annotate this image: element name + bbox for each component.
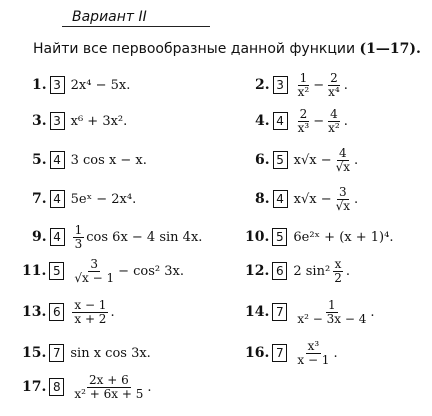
problem-13 [22,299,115,325]
denominator: x² [328,120,340,135]
problem-expression [293,299,374,326]
difficulty-badge: 4 [50,151,65,169]
problem-17 [22,374,151,400]
period: . [354,191,359,207]
problem-number: 15. [22,345,47,361]
problem-2 [255,72,348,98]
problem-expression: sin x cos 3x. [70,345,151,361]
expression-tail: − cos² 3x. [118,263,184,279]
problem-15 [22,340,151,366]
difficulty-badge: 3 [50,112,65,130]
expression-head: x√x − [293,152,332,168]
problem-number: 9. [32,229,47,245]
problem-number: 2. [255,77,270,93]
problem-expression [294,72,348,99]
variant-header [62,6,210,27]
difficulty-badge: 3 [273,76,288,94]
problem-expression: 3 cos x − x. [70,152,147,168]
fraction [296,72,312,99]
denominator: x² + 6x + 5 [74,386,144,401]
problem-number: 1. [32,77,47,93]
difficulty-badge: 6 [272,262,287,280]
expression-head: 2 sin² [293,263,331,279]
numerator: 1 [74,222,83,237]
denominator: x + 2 [74,311,107,326]
problem-number: 11. [22,263,47,279]
problem-7 [32,186,136,212]
denominator: 2 [334,270,342,285]
problem-number: 10. [245,229,270,245]
fraction [295,340,331,367]
instruction-text: Найти все первообразные данной функции [33,41,356,57]
problem-1 [32,72,130,98]
difficulty-badge: 8 [49,378,64,396]
period: . [343,77,348,93]
problem-expression [294,108,348,135]
variant-title: Вариант II [72,9,147,25]
problem-expression [293,340,337,367]
operator: − [313,113,325,129]
problem-10 [245,224,393,250]
difficulty-badge: 4 [273,112,288,130]
problem-expression: x⁶ + 3x². [70,113,128,129]
numerator: x [334,256,342,271]
difficulty-badge: 5 [273,151,288,169]
problem-number: 8. [255,191,270,207]
problem-expression [294,186,359,213]
problem-expression: 2x⁴ − 5x. [70,77,131,93]
fraction [73,224,85,251]
fraction [326,72,342,99]
numerator: 2x + 6 [88,372,129,387]
difficulty-badge: 4 [50,228,65,246]
problem-number: 14. [245,304,270,320]
problem-number: 5. [32,152,47,168]
problem-number: 3. [32,113,47,129]
problem-number: 17. [22,379,47,395]
difficulty-badge: 7 [272,303,287,321]
numerator: 4 [330,106,338,121]
denominator: √x − 1 [74,270,115,285]
difficulty-badge: 4 [50,190,65,208]
numerator: 3 [339,184,347,199]
problem-14 [245,299,374,325]
denominator: x² − 3x − 4 [297,311,367,326]
expression-head: x√x − [293,191,332,207]
numerator: 2 [299,106,308,121]
expression-tail: cos 6x − 4 sin 4x. [86,229,203,245]
fraction [334,147,352,174]
numerator: 4 [339,145,347,160]
problem-8 [255,186,358,212]
problem-expression [294,147,359,174]
period: . [147,379,152,395]
denominator: √x [335,159,351,174]
problem-expression [70,299,114,326]
problem-number: 6. [255,152,270,168]
period: . [370,304,375,320]
problem-expression [70,374,151,401]
denominator: √x [335,198,351,213]
problem-number: 4. [255,113,270,129]
difficulty-badge: 3 [50,76,65,94]
problem-5 [32,147,147,173]
problem-9 [32,224,202,250]
fraction [326,108,342,135]
problem-11 [22,258,184,284]
problem-number: 12. [245,263,270,279]
problem-expression: 5eˣ − 2x⁴. [70,191,137,207]
problem-expression [70,258,184,285]
problem-number: 7. [32,191,47,207]
fraction [72,258,116,285]
denominator: x⁴ [328,84,340,99]
fraction [72,299,108,326]
problem-expression [293,258,350,285]
fraction [334,186,352,213]
problem-expression [71,224,203,251]
problem-3 [32,108,127,134]
numerator: x³ [307,338,320,353]
problem-6 [255,147,358,173]
instruction-line [33,41,421,57]
denominator: x³ [297,120,310,135]
period: . [343,113,348,129]
denominator: 3 [74,236,83,251]
operator: − [313,77,325,93]
difficulty-badge: 5 [49,262,64,280]
numerator: 2 [330,70,338,85]
difficulty-badge: 6 [49,303,64,321]
period: . [110,304,115,320]
problem-4 [255,108,348,134]
difficulty-badge: 5 [272,228,287,246]
problem-16 [245,340,338,366]
problem-number: 13. [22,304,47,320]
period: . [333,345,338,361]
denominator: x − 1 [297,352,330,367]
problem-expression: 6e²ˣ + (x + 1)⁴. [293,229,394,245]
problem-12 [245,258,350,284]
fraction [332,258,344,285]
numerator: x − 1 [74,297,107,312]
fraction [295,299,368,326]
fraction [72,374,145,401]
difficulty-badge: 7 [49,344,64,362]
difficulty-badge: 7 [272,344,287,362]
difficulty-badge: 4 [273,190,288,208]
numerator: 1 [299,70,308,85]
numerator: 3 [90,256,99,271]
period: . [354,152,359,168]
problem-range: (1—17). [359,41,421,57]
fraction [296,108,312,135]
numerator: 1 [328,297,336,312]
denominator: x² [297,84,310,99]
period: . [345,263,350,279]
problem-number: 16. [245,345,270,361]
